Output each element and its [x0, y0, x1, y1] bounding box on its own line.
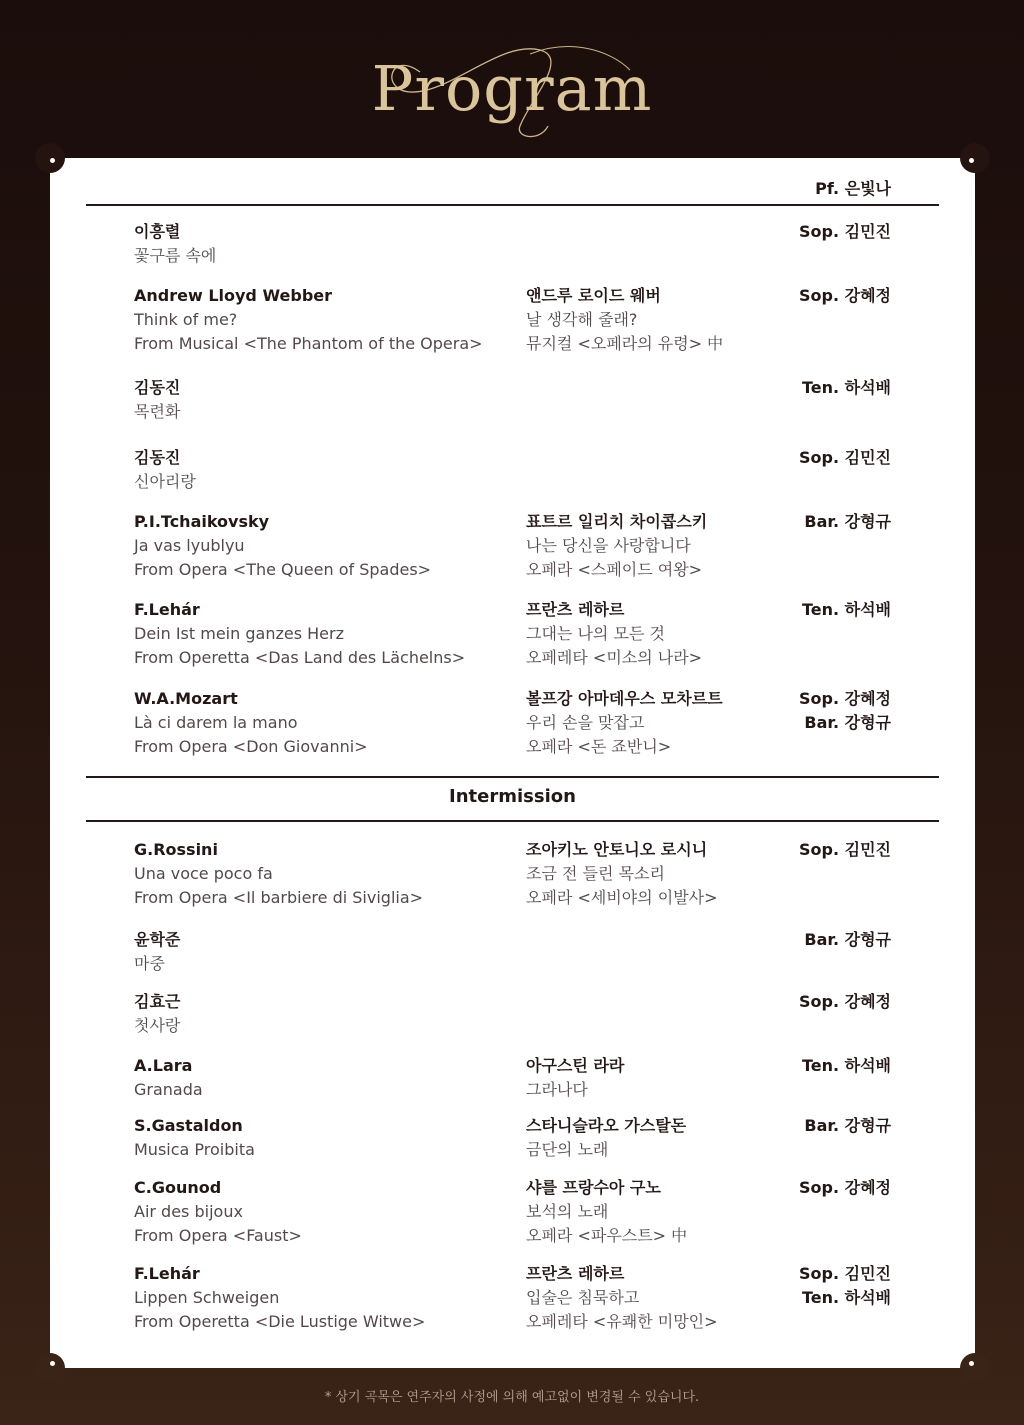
composer: W.A.Mozart	[134, 689, 238, 708]
piece-title: 첫사랑	[134, 1016, 181, 1035]
page-title: Program	[371, 52, 653, 125]
composer-korean: 아구스틴 라라	[526, 1056, 625, 1075]
header	[0, 0, 1024, 150]
composer: 김동진	[134, 448, 181, 467]
piece-title-korean: 금단의 노래	[526, 1140, 609, 1159]
piece-title: Granada	[134, 1080, 203, 1099]
korean-column	[526, 1054, 624, 1102]
korean-column	[526, 838, 718, 910]
piece-title-korean: 보석의 노래	[526, 1202, 609, 1221]
performer: Sop. 김민진	[799, 222, 891, 241]
program-card	[50, 158, 975, 1368]
performer: Sop. 김민진	[799, 448, 891, 467]
composer: F.Lehár	[134, 600, 200, 619]
korean-column	[526, 687, 723, 759]
performers-column	[799, 1262, 891, 1310]
piece-source: From Musical <The Phantom of the Opera>	[134, 334, 483, 353]
intermission-heading: Intermission	[449, 786, 576, 807]
corner-notch	[960, 143, 990, 173]
piece-title-korean: 그대는 나의 모든 것	[526, 624, 665, 643]
piece-source-korean: 오페라 <세비야의 이발사>	[526, 888, 718, 907]
composer: 김동진	[134, 378, 181, 397]
performer: Sop. 강혜정	[799, 286, 891, 305]
composer-korean: 스타니슬라오 가스탈돈	[526, 1116, 687, 1135]
performers-column	[804, 1114, 891, 1138]
original-column	[134, 446, 196, 494]
performers-column	[804, 928, 891, 952]
performers-column	[799, 687, 891, 735]
piece-source: From Opera <Don Giovanni>	[134, 737, 368, 756]
corner-dot	[50, 158, 55, 163]
composer: C.Gounod	[134, 1178, 222, 1197]
original-column	[134, 1114, 255, 1162]
piece-source: From Operetta <Das Land des Lächelns>	[134, 648, 466, 667]
performers-column	[799, 1176, 891, 1200]
divider	[86, 776, 939, 778]
composer: 이흥렬	[134, 222, 181, 241]
piece-source: From Opera <Faust>	[134, 1226, 302, 1245]
composer: P.I.Tchaikovsky	[134, 512, 270, 531]
original-column	[134, 1262, 425, 1334]
piece-source-korean: 오페라 <파우스트> 中	[526, 1226, 688, 1245]
composer: G.Rossini	[134, 840, 218, 859]
performer: Bar. 강형규	[804, 1116, 891, 1135]
piece-source: From Opera <Il barbiere di Siviglia>	[134, 888, 424, 907]
piece-title-korean: 입술은 침묵하고	[526, 1288, 640, 1307]
piece-source-korean: 뮤지컬 <오페라의 유령> 中	[526, 334, 724, 353]
performers-column	[799, 838, 891, 862]
piece-title: Air des bijoux	[134, 1202, 243, 1221]
piece-title-korean: 나는 당신을 사랑합니다	[526, 536, 691, 555]
performer: Bar. 강형규	[804, 512, 891, 531]
performers-column	[802, 1054, 891, 1078]
original-column	[134, 220, 216, 268]
original-column	[134, 376, 180, 424]
performers-column	[804, 510, 891, 534]
piece-title: 꽃구름 속에	[134, 246, 217, 265]
performers-column	[799, 990, 891, 1014]
piece-title: 목련화	[134, 402, 181, 421]
original-column	[134, 990, 180, 1038]
piece-source: From Opera <The Queen of Spades>	[134, 560, 432, 579]
original-column	[134, 928, 180, 976]
footnote: * 상기 곡목은 연주자의 사정에 의해 예고없이 변경될 수 있습니다.	[324, 1390, 700, 1405]
piece-source-korean: 오페라 <돈 죠반니>	[526, 737, 672, 756]
piece-title-korean: 우리 손을 맞잡고	[526, 713, 645, 732]
performers-column	[799, 284, 891, 308]
korean-column	[526, 510, 707, 582]
corner-dot	[969, 158, 974, 163]
composer-korean: 볼프강 아마데우스 모차르트	[526, 689, 723, 708]
performer: Sop. 김민진	[799, 1264, 891, 1283]
korean-column	[526, 1114, 686, 1162]
piece-title: Lippen Schweigen	[134, 1288, 280, 1307]
performer: Ten. 하석배	[801, 378, 891, 397]
piece-title: Là ci darem la mano	[134, 713, 298, 732]
pianist-credit: Pf. 은빛나	[815, 179, 891, 198]
composer-korean: 조아키노 안토니오 로시니	[526, 840, 708, 859]
piece-title: 신아리랑	[134, 472, 196, 491]
performer: Sop. 강혜정	[799, 992, 891, 1011]
corner-dot	[969, 1361, 974, 1366]
piece-title: Think of me?	[134, 310, 238, 329]
piece-source-korean: 오페레타 <미소의 나라>	[526, 648, 703, 667]
korean-column	[526, 1262, 718, 1334]
corner-notch	[35, 1353, 65, 1383]
original-column	[134, 1176, 302, 1248]
performer: Sop. 강혜정	[799, 1178, 891, 1197]
original-column	[134, 1054, 203, 1102]
performer: Ten. 하석배	[801, 600, 891, 619]
piece-title: Ja vas lyublyu	[134, 536, 245, 555]
composer: 김효근	[134, 992, 181, 1011]
composer: A.Lara	[134, 1056, 193, 1075]
composer: F.Lehár	[134, 1264, 200, 1283]
piece-source-korean: 오페레타 <유쾌한 미망인>	[526, 1312, 718, 1331]
composer-korean: 프란츠 레하르	[526, 1264, 625, 1283]
piece-title-korean: 그라나다	[526, 1080, 588, 1099]
korean-column	[526, 1176, 687, 1248]
performer: Sop. 김민진	[799, 840, 891, 859]
corner-dot	[50, 1361, 55, 1366]
piece-title: Dein Ist mein ganzes Herz	[134, 624, 344, 643]
performers-column	[799, 446, 891, 470]
original-column	[134, 687, 368, 759]
korean-column	[526, 284, 723, 356]
performer: Bar. 강형규	[804, 930, 891, 949]
performer: Ten. 하석배	[801, 1288, 891, 1307]
performers-column	[802, 598, 891, 622]
piece-source-korean: 오페라 <스페이드 여왕>	[526, 560, 703, 579]
piece-source: From Operetta <Die Lustige Witwe>	[134, 1312, 426, 1331]
piece-title: Musica Proibita	[134, 1140, 255, 1159]
korean-column	[526, 598, 702, 670]
piece-title-korean: 조금 전 들린 목소리	[526, 864, 665, 883]
original-column	[134, 838, 423, 910]
piece-title: 마중	[134, 954, 165, 973]
performer: Sop. 강혜정	[799, 689, 891, 708]
composer-korean: 샤를 프랑수아 구노	[526, 1178, 661, 1197]
composer: 윤학준	[134, 930, 181, 949]
performers-column	[802, 376, 891, 400]
composer: S.Gastaldon	[134, 1116, 243, 1135]
composer-korean: 표트르 일리치 차이콥스키	[526, 512, 708, 531]
performer: Ten. 하석배	[801, 1056, 891, 1075]
divider	[86, 204, 939, 206]
original-column	[134, 284, 483, 356]
performer: Bar. 강형규	[804, 713, 891, 732]
piece-title: Una voce poco fa	[134, 864, 273, 883]
composer: Andrew Lloyd Webber	[134, 286, 333, 305]
piece-title-korean: 날 생각해 줄래?	[526, 310, 638, 329]
performers-column	[799, 220, 891, 244]
composer-korean: 프란츠 레하르	[526, 600, 625, 619]
original-column	[134, 510, 431, 582]
divider	[86, 820, 939, 822]
composer-korean: 앤드루 로이드 웨버	[526, 286, 661, 305]
corner-notch	[960, 1353, 990, 1383]
original-column	[134, 598, 465, 670]
